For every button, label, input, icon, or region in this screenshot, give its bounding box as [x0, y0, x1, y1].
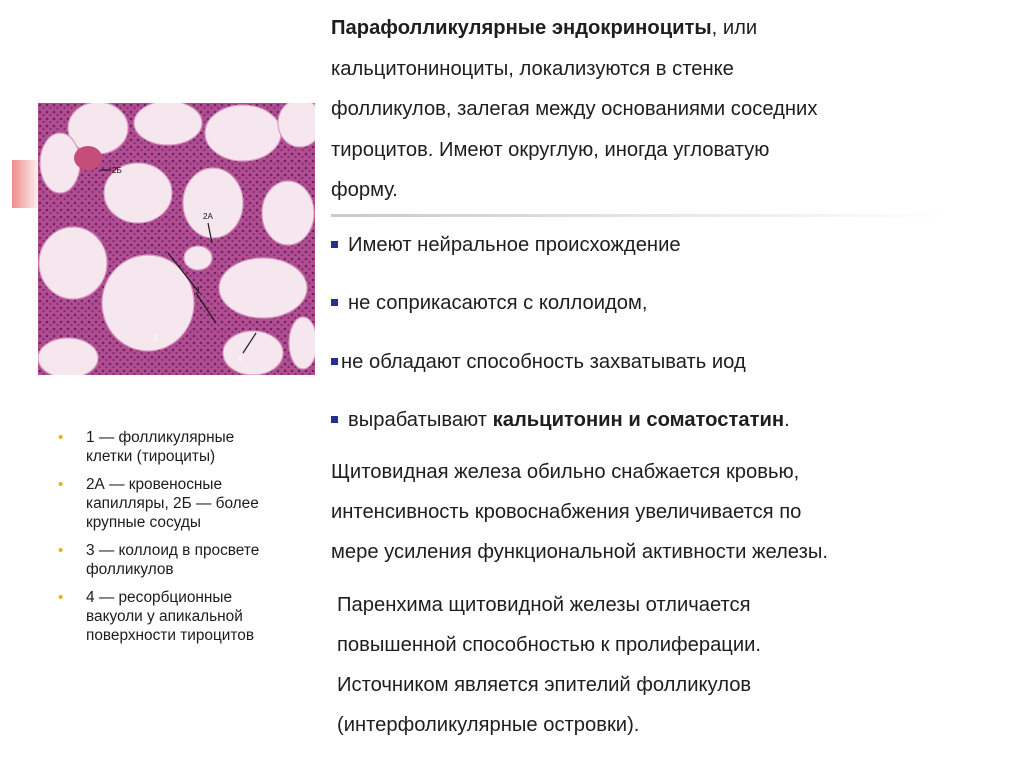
divider	[331, 214, 951, 217]
legend-line: крупные сосуды	[86, 514, 201, 531]
intro-line: тироцитов. Имеют округлую, иногда угловатую	[331, 138, 770, 161]
bullet-item	[331, 283, 1011, 342]
figure-label-2b: 2Б	[112, 166, 122, 175]
legend-item	[58, 428, 328, 466]
square-bullet-icon	[331, 241, 338, 248]
bullet-text-post: .	[784, 409, 790, 431]
figure-label-3: 3	[153, 334, 158, 343]
paragraph-line: интенсивность кровоснабжения увеличивается по	[331, 500, 802, 523]
legend-line: клетки (тироциты)	[86, 448, 216, 465]
bullet-text-pre: вырабатывают	[348, 409, 493, 431]
figure-label-1: 1	[196, 286, 201, 295]
paragraph-line: Щитовидная железа обильно снабжается кровью,	[331, 460, 800, 483]
bullet-item	[331, 400, 1011, 459]
large-vessel	[74, 146, 102, 170]
bullet-dot-icon: •	[58, 429, 64, 446]
bullet-text: Имеют нейральное происхождение	[348, 233, 681, 256]
paragraph-line: мере усиления функциональной активности железы.	[331, 540, 828, 563]
intro-paragraph	[331, 8, 1011, 211]
intro-term: Парафолликулярные эндокриноциты	[331, 17, 712, 39]
micrograph-image	[38, 103, 315, 375]
main-content	[331, 8, 1011, 745]
legend-line: поверхности тироцитов	[86, 627, 255, 644]
legend-line: вакуоли у апикальной	[86, 608, 243, 625]
paragraph-line: Источником является эпителий фолликулов	[337, 673, 752, 696]
micrograph-thyroid	[38, 103, 315, 375]
legend-line: 4 — ресорбционные	[86, 589, 233, 606]
paragraph-line: повышенной способностью к пролиферации.	[337, 633, 762, 656]
bullet-text: не соприкасаются с коллоидом,	[348, 292, 648, 314]
legend-line: 1 — фолликулярные	[86, 429, 235, 446]
figure-label-4: 4	[238, 354, 243, 363]
square-bullet-icon	[331, 299, 338, 306]
intro-line: форму.	[331, 179, 398, 201]
bullet-list	[331, 225, 1011, 459]
blood-supply-paragraph	[331, 452, 1011, 572]
bullet-item	[331, 342, 1011, 401]
bullet-dot-icon: •	[58, 542, 64, 559]
legend-line: 2А — кровеносные	[86, 476, 223, 493]
paragraph-line: Паренхима щитовидной железы отличается	[337, 593, 751, 616]
legend-item	[58, 541, 328, 579]
paragraph-line: (интерфоликулярные островки).	[337, 713, 640, 736]
bullet-dot-icon: •	[58, 589, 64, 606]
legend-line: капилляры, 2Б — более	[86, 495, 259, 512]
square-bullet-icon	[331, 416, 338, 423]
bullet-text-bold: кальцитонин и соматостатин	[492, 409, 785, 431]
intro-line: , или	[711, 17, 758, 39]
bullet-item	[331, 225, 1011, 284]
bullet-dot-icon: •	[58, 476, 64, 493]
bullet-text: не обладают способность захватывать иод	[341, 350, 746, 373]
proliferation-paragraph	[331, 585, 1011, 745]
legend-line: 3 — коллоид в просвете	[86, 542, 260, 559]
legend-line: фолликулов	[86, 561, 174, 578]
legend-item	[58, 475, 328, 532]
figure-label-2a: 2А	[203, 212, 213, 221]
intro-line: кальцитониноциты, локализуются в стенке	[331, 57, 734, 80]
figure-legend	[58, 428, 328, 654]
intro-line: фолликулов, залегая между основаниями соседних	[331, 98, 818, 120]
square-bullet-icon	[331, 358, 338, 365]
legend-item	[58, 588, 328, 645]
